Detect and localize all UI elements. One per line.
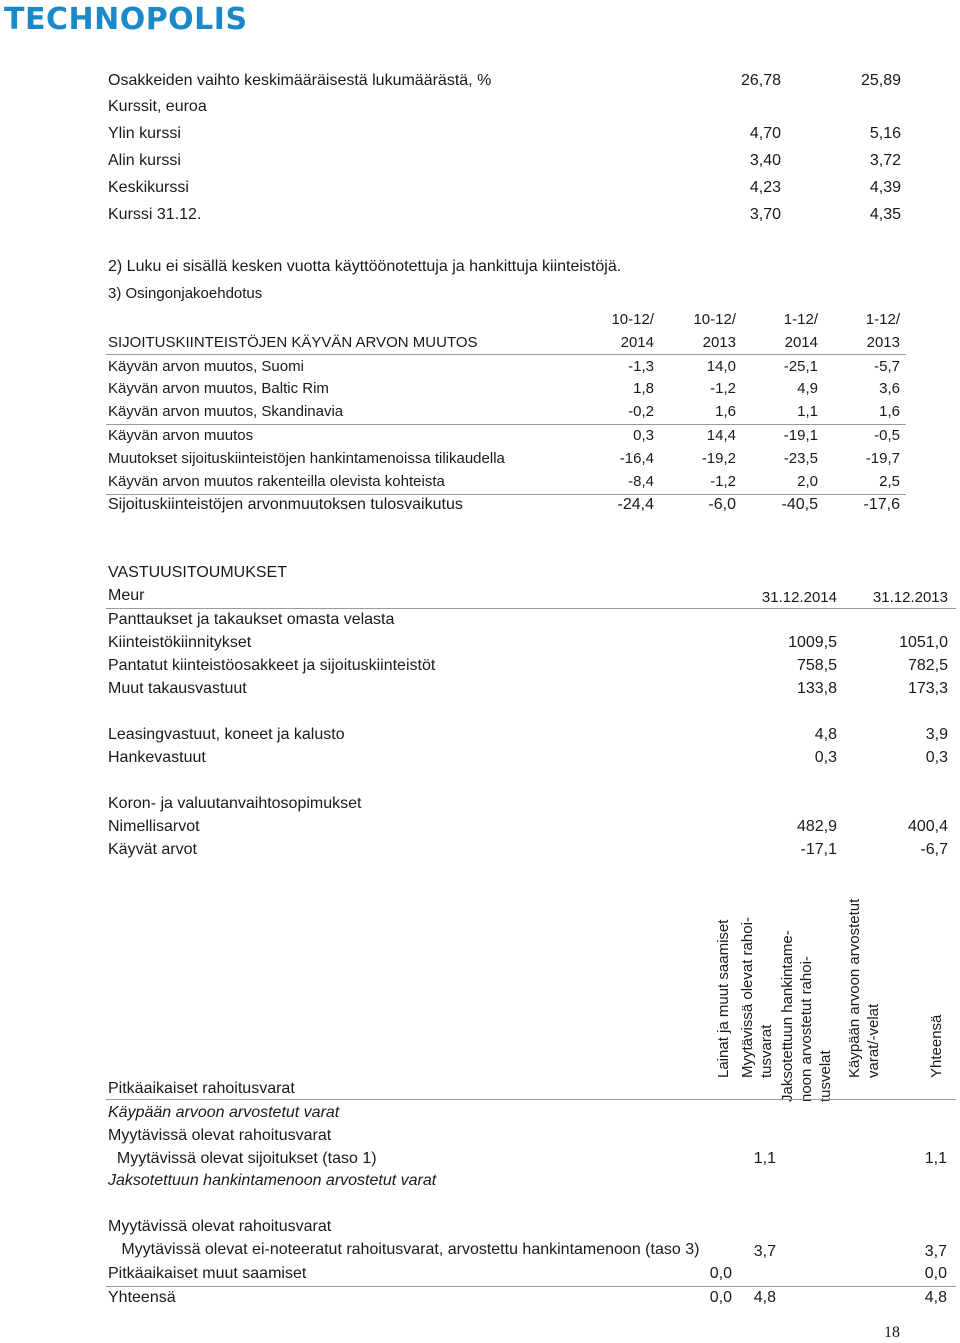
column-header: 1-12/ [783, 311, 818, 328]
column-header: 2013 [702, 334, 736, 351]
table-row-label: Koron- ja valuutanvaihtosopimukset [108, 795, 362, 812]
table-cell: 4,8 [924, 1289, 947, 1306]
table-cell: 1,8 [633, 380, 654, 397]
table-row-label: Jaksotettuun hankintamenoon arvostetut varat [108, 1172, 437, 1189]
share-row-value: 4,35 [869, 206, 901, 223]
table-cell: 0,3 [925, 749, 948, 766]
technopolis-logo: TECHNOPOLIS [4, 2, 248, 37]
table-cell: -19,2 [701, 450, 736, 467]
table-row-label: Pantatut kiinteistöosakkeet ja sijoituskiinteistöt [108, 657, 436, 674]
table-cell: 4,8 [753, 1289, 776, 1306]
column-header: 2014 [620, 334, 654, 351]
table-cell: 1009,5 [788, 634, 837, 651]
table-cell: 3,9 [925, 726, 948, 743]
column-header-vertical: Käypään arvoon arvostetut varat/-velat [846, 898, 882, 1078]
page-number: 18 [884, 1324, 900, 1341]
table-cell: -6,7 [920, 841, 948, 858]
share-row-label: Osakkeiden vaihto keskimääräisestä lukumäärästä, % [108, 72, 492, 89]
share-row-value: 25,89 [860, 72, 901, 89]
table-row-label: Yhteensä [108, 1289, 176, 1306]
column-header: 10-12/ [693, 311, 736, 328]
table-row-label: Muut takausvastuut [108, 680, 247, 697]
table-cell: 0,3 [633, 427, 654, 444]
table-cell: -5,7 [874, 358, 900, 375]
table-cell: 14,0 [706, 358, 736, 375]
table-row-label: Panttaukset ja takaukset omasta velasta [108, 611, 395, 628]
table-row-label: Käyvän arvon muutos, Baltic Rim [108, 380, 329, 397]
header-rule [106, 354, 906, 355]
table-cell: 758,5 [796, 657, 837, 674]
table-row-label: Kiinteistökiinnitykset [108, 634, 252, 651]
table-cell: 173,3 [907, 680, 948, 697]
table-cell: -6,0 [708, 496, 736, 513]
table-cell: 3,6 [879, 380, 900, 397]
share-row-label: Kurssi 31.12. [108, 206, 202, 223]
table-cell: 3,7 [753, 1243, 776, 1260]
table-row-label: Käyvän arvon muutos, Suomi [108, 358, 304, 375]
share-row-label: Alin kurssi [108, 152, 181, 169]
footnote-2: 2) Luku ei sisällä kesken vuotta käyttöönotettuja ja hankittuja kiinteistöjä. [108, 258, 622, 275]
table-cell: 1,6 [879, 403, 900, 420]
table-row-label: Hankevastuut [108, 749, 206, 766]
table-cell: 3,7 [924, 1243, 947, 1260]
table-row-label: Käyvän arvon muutos rakenteilla olevista kohteista [108, 473, 445, 490]
table-cell: -19,7 [865, 450, 900, 467]
table-cell: 400,4 [907, 818, 948, 835]
share-row-value: 4,70 [749, 125, 781, 142]
table-cell: -17,6 [863, 496, 900, 513]
table-row-label: Sijoituskiinteistöjen arvonmuutoksen tulosvaikutus [108, 496, 463, 513]
table-cell: 0,0 [709, 1265, 732, 1282]
total-rule [106, 494, 906, 495]
table-row-label: Myytävissä olevat rahoitusvarat [108, 1127, 332, 1144]
section-title: VASTUUSITOUMUKSET [108, 564, 287, 581]
column-header: 2013 [866, 334, 900, 351]
table-cell: -19,1 [783, 427, 818, 444]
table-cell: -17,1 [800, 841, 837, 858]
share-row-label: Kurssit, euroa [108, 98, 207, 115]
table-cell: 482,9 [796, 818, 837, 835]
column-header: 2014 [784, 334, 818, 351]
share-row-value: 3,72 [869, 152, 901, 169]
table-cell: 0,0 [924, 1265, 947, 1282]
subtotal-rule [106, 424, 906, 425]
share-row-label: Ylin kurssi [108, 125, 181, 142]
footnote-3: 3) Osingonjakoehdotus [108, 285, 263, 302]
table-cell: 2,5 [879, 473, 900, 490]
table-cell: 1,6 [715, 403, 736, 420]
share-row-value: 5,16 [869, 125, 901, 142]
table-cell: -1,2 [710, 473, 736, 490]
table-cell: -0,5 [874, 427, 900, 444]
table-cell: -16,4 [619, 450, 654, 467]
total-rule [106, 1286, 956, 1287]
column-header: 31.12.2013 [872, 589, 948, 606]
table-cell: -0,2 [628, 403, 654, 420]
table-row-label: Käyvän arvon muutos [108, 427, 254, 444]
table-cell: -40,5 [781, 496, 818, 513]
share-row-value: 4,39 [869, 179, 901, 196]
table-cell: 0,3 [814, 749, 837, 766]
column-header: 1-12/ [865, 311, 900, 328]
table-row-label: Käypään arvoon arvostetut varat [108, 1104, 340, 1121]
share-row-value: 26,78 [740, 72, 781, 89]
share-row-value: 3,40 [749, 152, 781, 169]
table-row-label: Käyvän arvon muutos, Skandinavia [108, 403, 344, 420]
table-row-label: Pitkäaikaiset muut saamiset [108, 1265, 307, 1282]
table-row-label: Käyvät arvot [108, 841, 197, 858]
table-cell: 2,0 [797, 473, 818, 490]
table-cell: 1,1 [753, 1150, 776, 1167]
table-cell: -1,2 [710, 380, 736, 397]
table-title: SIJOITUSKIINTEISTÖJEN KÄYVÄN ARVON MUUTOS [108, 334, 478, 351]
table-cell: 14,4 [706, 427, 736, 444]
table-cell: 1051,0 [899, 634, 948, 651]
table-cell: -1,3 [628, 358, 654, 375]
table-cell: -8,4 [628, 473, 654, 490]
table-cell: 1,1 [797, 403, 818, 420]
column-header-vertical: Myytävissä olevat rahoi- tusvarat [739, 917, 775, 1078]
table-cell: 133,8 [796, 680, 837, 697]
table-cell: 1,1 [924, 1150, 947, 1167]
table-cell: 4,9 [797, 380, 818, 397]
column-header-vertical: Jaksotettuun hankintame- noon arvostetut rahoi- tusvelat [779, 930, 834, 1102]
table-cell: 4,8 [814, 726, 837, 743]
table-cell: 782,5 [907, 657, 948, 674]
table-cell: 0,0 [709, 1289, 732, 1306]
column-header-vertical: Lainat ja muut saamiset [715, 919, 732, 1078]
share-row-value: 4,23 [749, 179, 781, 196]
share-row-label: Keskikurssi [108, 179, 189, 196]
table-row-label: Pitkäaikaiset rahoitusvarat [108, 1080, 295, 1097]
column-header: 10-12/ [611, 311, 654, 328]
table-row-label: Leasingvastuut, koneet ja kalusto [108, 726, 345, 743]
table-row-label: Myytävissä olevat rahoitusvarat [108, 1218, 332, 1235]
header-rule [106, 608, 956, 609]
header-rule [106, 1099, 956, 1100]
table-cell: -24,4 [617, 496, 654, 513]
unit-label: Meur [108, 587, 145, 604]
table-cell: -25,1 [783, 358, 818, 375]
table-row-label: Muutokset sijoituskiinteistöjen hankintamenoissa tilikaudella [108, 450, 505, 467]
table-cell: -23,5 [783, 450, 818, 467]
column-header: 31.12.2014 [761, 589, 837, 606]
table-row-label: Myytävissä olevat ei-noteeratut rahoitusvarat, arvostettu hankintamenoon (taso 3) [108, 1241, 700, 1258]
table-row-label: Nimellisarvot [108, 818, 200, 835]
table-row-label: Myytävissä olevat sijoitukset (taso 1) [108, 1150, 377, 1167]
share-row-value: 3,70 [749, 206, 781, 223]
column-header-vertical: Yhteensä [928, 1014, 945, 1078]
